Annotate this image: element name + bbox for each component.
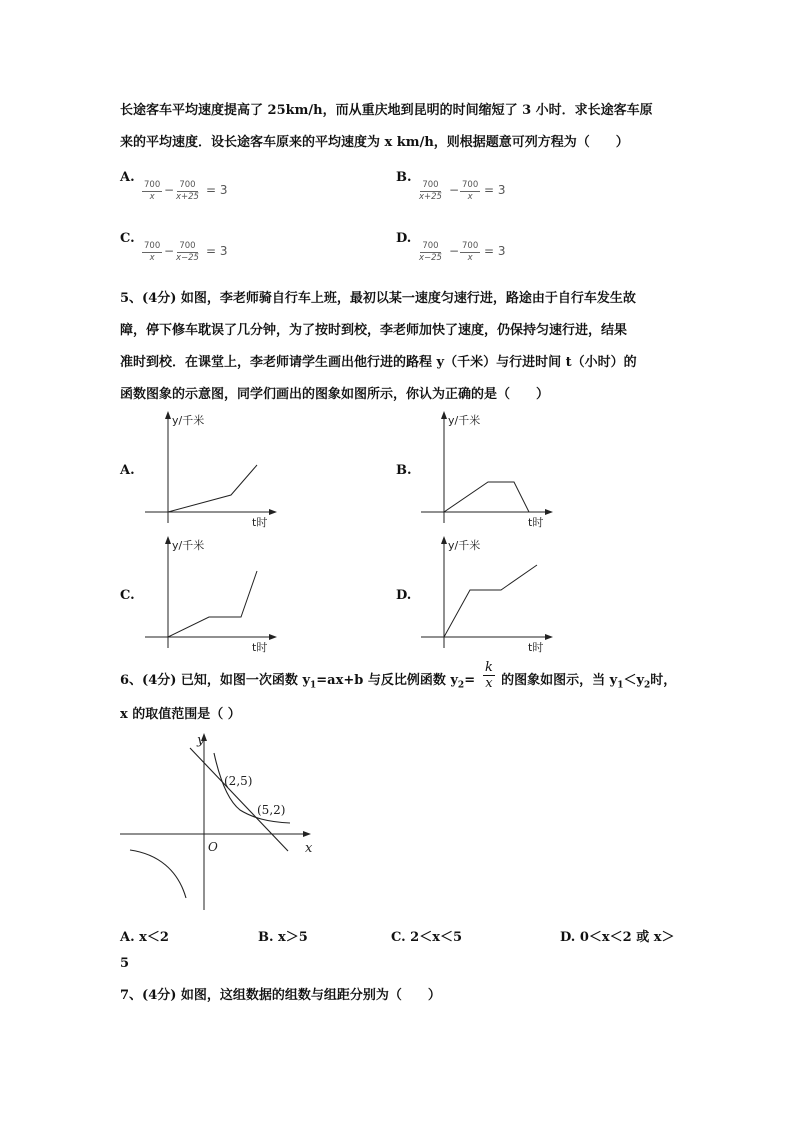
x-axis-arrow — [303, 831, 311, 837]
q4-d-frac-2: $\frac{700}{x}$ — [462, 241, 479, 263]
hyperbola-branch-2 — [130, 850, 186, 898]
q5-graph-a-label: A. — [120, 463, 135, 478]
q4-a-frac-1: $\frac{700}{x}$ — [144, 180, 161, 202]
graph-line — [444, 565, 537, 637]
q7-line-1: 7、(4分) 如图，这组数据的组数与组距分别为（ ） — [120, 988, 441, 1003]
q6-k-over-x: $\frac{k}{x}$ — [485, 660, 493, 691]
point-label-5-2: (5,2) — [257, 803, 286, 817]
y-axis-label: y/千米 — [172, 539, 205, 552]
q4-c-minus: − — [164, 244, 175, 258]
q6-option-b: B. x＞5 — [258, 930, 308, 945]
y-axis-arrow — [165, 536, 171, 544]
graph-line — [444, 482, 529, 512]
q4-c-rhs: = 3 — [206, 244, 228, 258]
y-axis-arrow — [441, 536, 447, 544]
q6-graph — [118, 730, 318, 915]
q5-graph-c-label: C. — [120, 588, 135, 603]
q4-d-minus: − — [449, 244, 460, 258]
graph-line — [168, 571, 257, 637]
q5-line-3: 准时到校．在课堂上，李老师请学生画出他行进的路程 y（千米）与行进时间 t（小时）的 — [120, 355, 637, 370]
x-axis-arrow — [545, 509, 553, 515]
q4-c-frac-2: $\frac{700}{x-25}$ — [176, 241, 199, 263]
q6-option-c: C. 2＜x＜5 — [391, 930, 463, 945]
point-label-2-5: (2,5) — [224, 774, 253, 788]
q4-option-c-label: C. — [120, 231, 135, 246]
q4-line-1: 长途客车平均速度提高了 25km/h，而从重庆地到昆明的时间缩短了 3 小时．求长途客车原 — [120, 103, 653, 118]
q5-line-4: 函数图象的示意图，同学们画出的图象如图所示，你认为正确的是（ ） — [120, 387, 550, 402]
x-axis-label: t时 — [252, 516, 268, 529]
q5-graph-d — [416, 533, 556, 658]
q5-graph-d-label: D. — [396, 588, 412, 603]
graph-line — [168, 465, 257, 512]
origin-label: O — [208, 840, 218, 854]
q5-graph-c — [140, 533, 280, 658]
q4-c-frac-1: $\frac{700}{x}$ — [144, 241, 161, 263]
q4-b-frac-1: $\frac{700}{x+25}$ — [419, 180, 442, 202]
q4-option-a-label: A. — [120, 170, 135, 185]
y-axis-label: y/千米 — [172, 414, 205, 427]
linear-function-line — [190, 748, 288, 851]
q4-option-d-label: D. — [396, 231, 412, 246]
q6-line-2: x 的取值范围是（ ） — [120, 707, 241, 722]
x-axis-arrow — [545, 634, 553, 640]
q5-line-2: 障，停下修车耽误了几分钟，为了按时到校，李老师加快了速度，仍保持匀速行进，结果 — [120, 323, 628, 338]
y-axis-label: y/千米 — [448, 414, 481, 427]
x-axis-arrow — [269, 634, 277, 640]
q4-b-frac-2: $\frac{700}{x}$ — [462, 180, 479, 202]
y-axis-arrow — [165, 411, 171, 419]
q6-option-d: D. 0＜x＜2 或 x＞ — [560, 930, 675, 945]
y-axis-label: y/千米 — [448, 539, 481, 552]
q4-b-minus: − — [449, 183, 460, 197]
q4-a-frac-2: $\frac{700}{x+25}$ — [176, 180, 199, 202]
q4-option-b-label: B. — [396, 170, 412, 185]
x-axis-label: t时 — [252, 641, 268, 654]
x-axis-label: t时 — [528, 516, 544, 529]
q5-graph-a — [140, 408, 280, 533]
q4-d-rhs: = 3 — [484, 244, 506, 258]
y-axis-label: y — [197, 733, 205, 748]
q4-d-frac-1: $\frac{700}{x-25}$ — [419, 241, 442, 263]
q6-option-d-wrap: 5 — [120, 956, 130, 971]
x-axis-arrow — [269, 509, 277, 515]
x-axis-label: t时 — [528, 641, 544, 654]
q6-option-a: A. x＜2 — [120, 930, 169, 945]
q5-line-1: 5、(4分) 如图，李老师骑自行车上班，最初以某一速度匀速行进，路途由于自行车发生故 — [120, 291, 636, 306]
q4-b-rhs: = 3 — [484, 183, 506, 197]
x-axis-label: x — [305, 841, 313, 856]
q5-graph-b-label: B. — [396, 463, 412, 478]
q4-a-minus: − — [164, 183, 175, 197]
q6-line-1: 6、(4分) 已知，如图一次函数 $y_1=ax+b$ 与反比例函数 $y_2=$ 的图象如图示，当 $y_1<y_2$时， — [120, 673, 677, 691]
q5-graph-b — [416, 408, 556, 533]
y-axis-arrow — [441, 411, 447, 419]
q4-a-rhs: = 3 — [206, 183, 228, 197]
q4-line-2: 来的平均速度．设长途客车原来的平均速度为 x km/h，则根据题意可列方程为（ ） — [120, 135, 629, 150]
